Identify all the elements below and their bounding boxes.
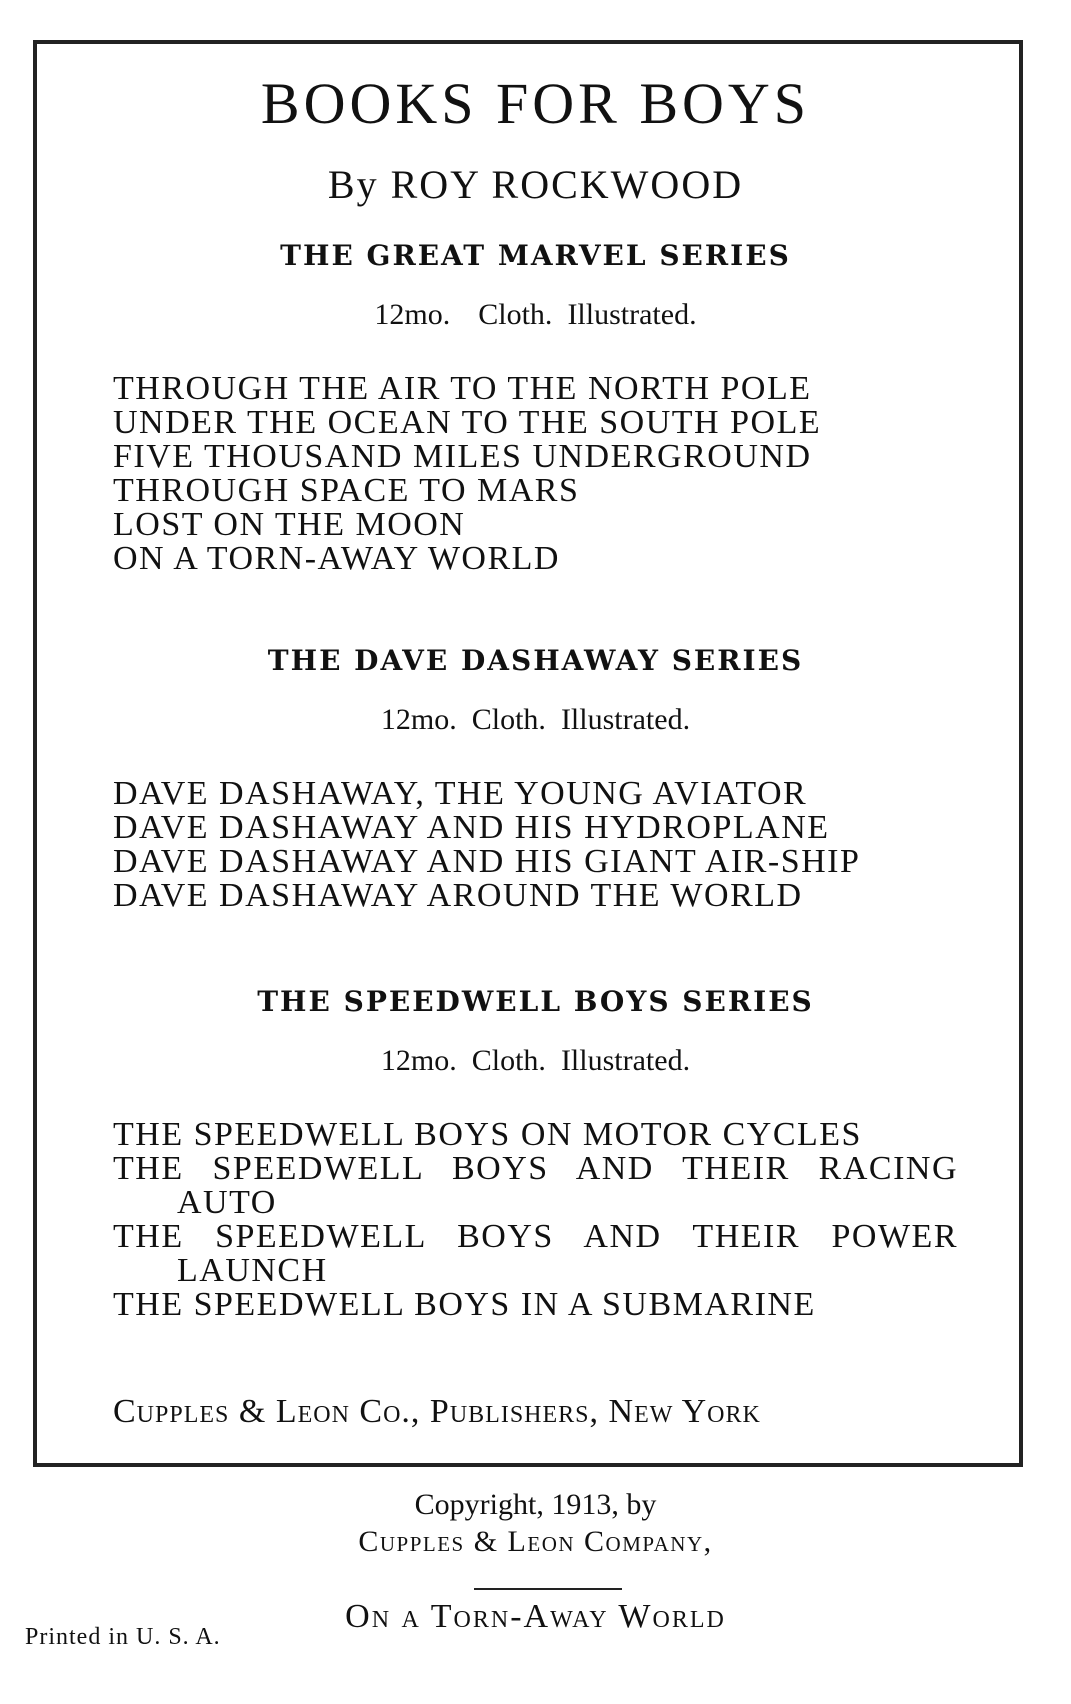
page-title: BOOKS FOR BOYS [260, 71, 811, 136]
book-title-item: LOST ON THE MOON [113, 506, 466, 543]
book-title-item: FIVE THOUSAND MILES UNDERGROUND [113, 438, 812, 475]
series-format: 12mo. [380, 703, 457, 736]
copyright-line: Copyright, 1913, by [414, 1488, 657, 1521]
book-title-item: THE SPEEDWELL BOYS AND THEIR RACING AUTO [113, 1150, 958, 1221]
series-meta-dave-dashaway [0, 705, 1071, 735]
series-heading-great-marvel: THE GREAT MARVEL SERIES [280, 239, 791, 272]
book-title-item: DAVE DASHAWAY AND HIS HYDROPLANE [113, 809, 830, 846]
book-title-item: THROUGH SPACE TO MARS [113, 472, 580, 509]
book-title-item: THE SPEEDWELL BOYS AND THEIR POWER LAUNCH [113, 1218, 958, 1289]
book-title-item: ON A TORN-AWAY WORLD [113, 540, 560, 577]
series-meta-speedwell-boys [0, 1046, 1071, 1076]
series-illustration: Illustrated. [560, 1044, 691, 1077]
series-binding: Cloth. [471, 703, 546, 736]
book-title-item: THE SPEEDWELL BOYS ON MOTOR CYCLES [113, 1116, 862, 1153]
book-list-speedwell-boys [113, 1118, 958, 1322]
book-list-great-marvel [113, 372, 958, 576]
author-line: By ROY ROCKWOOD [327, 162, 744, 207]
publisher-line: Cupples & Leon Co., Publishers, New York [113, 1393, 761, 1430]
series-meta-great-marvel [0, 300, 1071, 330]
printed-in-usa: Printed in U. S. A. [25, 1624, 221, 1650]
divider-rule [474, 1588, 622, 1590]
book-title-item: THE SPEEDWELL BOYS IN A SUBMARINE [113, 1286, 816, 1323]
book-title-item: THROUGH THE AIR TO THE NORTH POLE [113, 370, 812, 407]
book-title-item: DAVE DASHAWAY AND HIS GIANT AIR-SHIP [113, 843, 861, 880]
series-format: 12mo. [380, 1044, 457, 1077]
series-illustration: Illustrated. [560, 703, 691, 736]
book-title-item: DAVE DASHAWAY, THE YOUNG AVIATOR [113, 775, 808, 812]
series-binding: Cloth. [478, 298, 553, 331]
series-heading-dave-dashaway: THE DAVE DASHAWAY SERIES [267, 644, 804, 677]
series-binding: Cloth. [471, 1044, 546, 1077]
series-heading-speedwell-boys: THE SPEEDWELL BOYS SERIES [257, 985, 814, 1018]
book-list-dave-dashaway [113, 777, 958, 913]
book-title-item: UNDER THE OCEAN TO THE SOUTH POLE [113, 404, 822, 441]
copyright-company: Cupples & Leon Company, [358, 1525, 713, 1558]
series-illustration: Illustrated. [567, 298, 697, 331]
book-title: On a Torn-Away World [345, 1598, 726, 1635]
book-title-item: DAVE DASHAWAY AROUND THE WORLD [113, 877, 803, 914]
series-format: 12mo. [374, 298, 451, 331]
